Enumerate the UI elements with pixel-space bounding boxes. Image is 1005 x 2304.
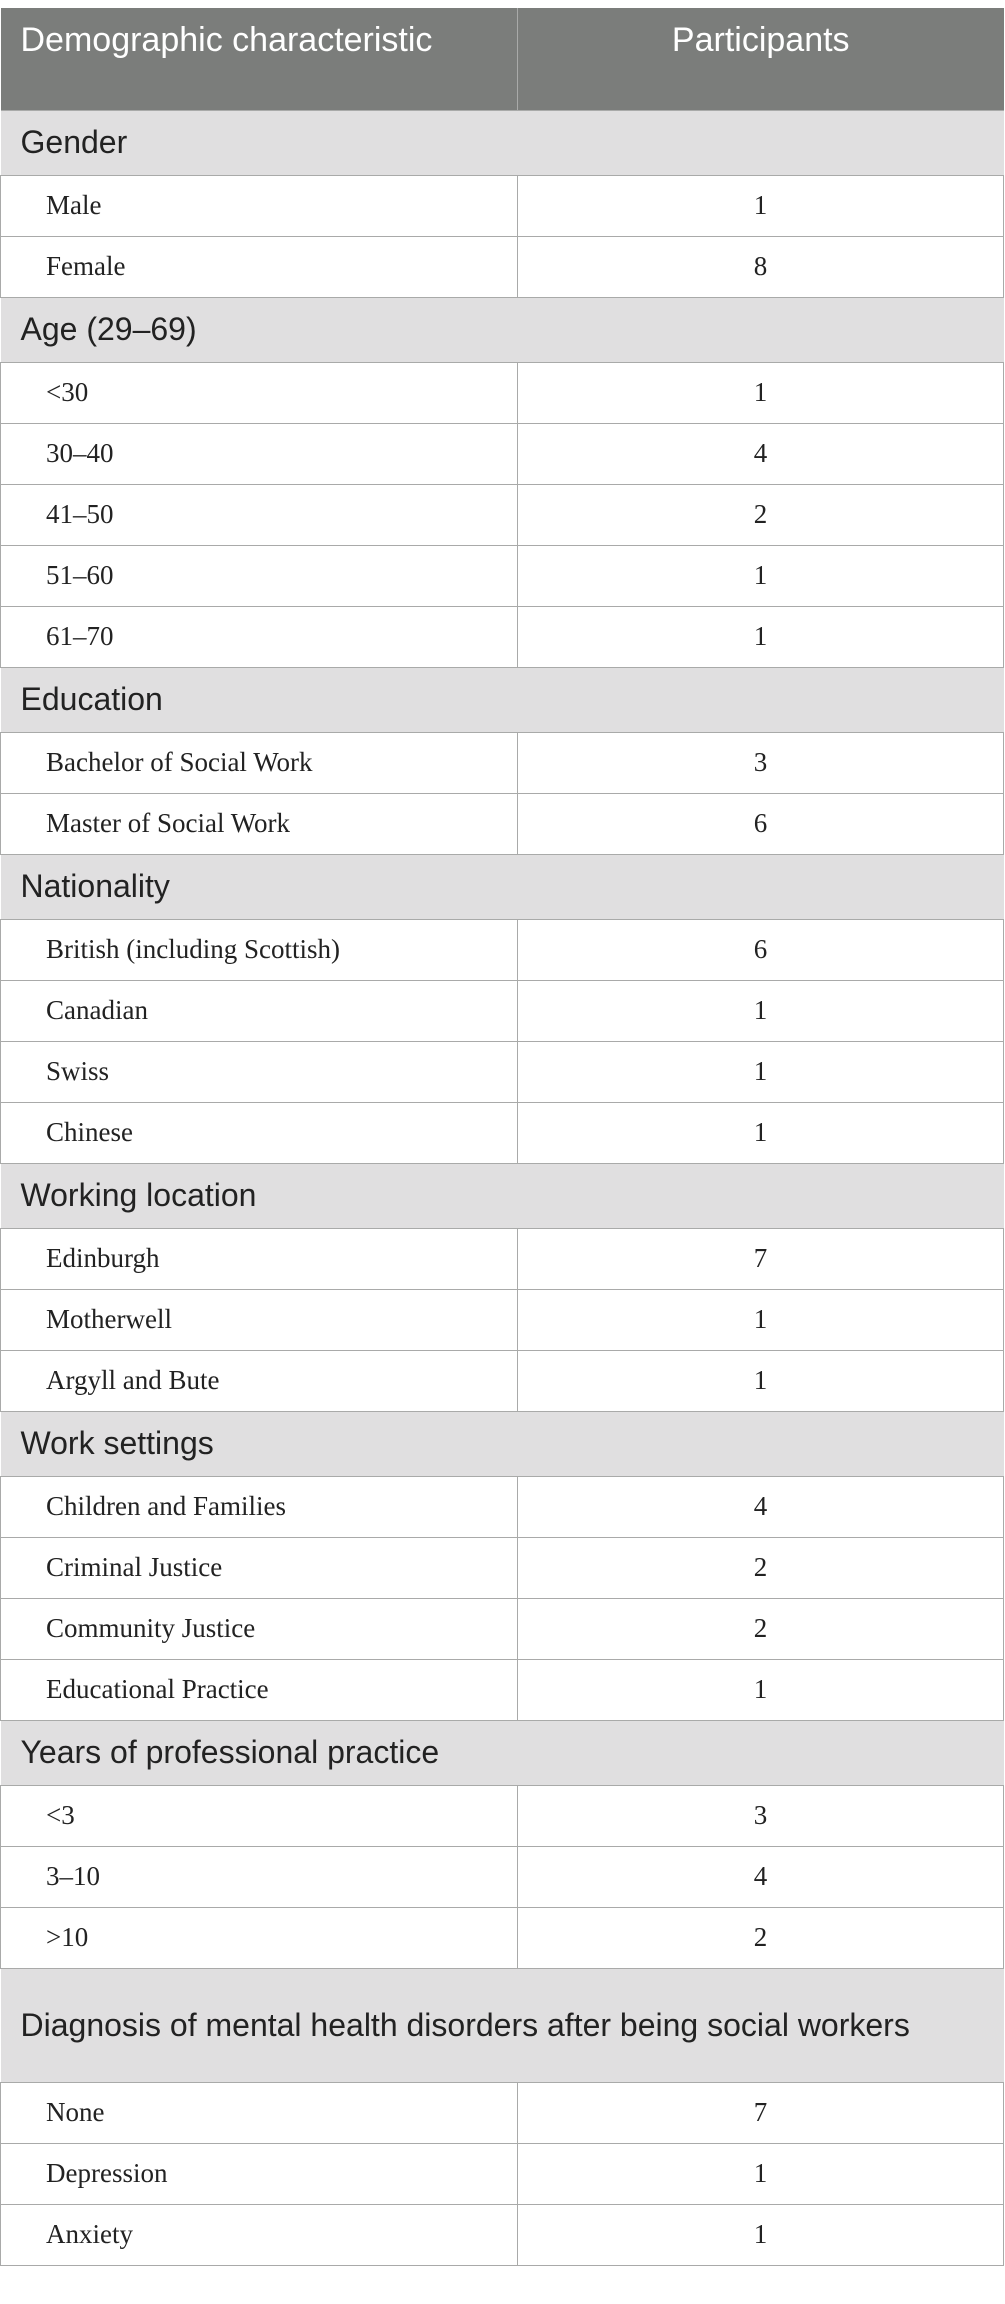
group-row-years-practice: [1, 1720, 1004, 1785]
row-label: 41–50: [1, 484, 518, 545]
table-body: [1, 110, 1004, 2265]
table-row: [1, 919, 1004, 980]
row-value: 1: [518, 606, 1004, 667]
table-row: [1, 2143, 1004, 2204]
row-value: 1: [518, 2143, 1004, 2204]
row-label: 51–60: [1, 545, 518, 606]
header-row: [1, 8, 1004, 110]
row-value: 1: [518, 1102, 1004, 1163]
table-row: [1, 484, 1004, 545]
row-value: 3: [518, 1785, 1004, 1846]
table-row: [1, 2204, 1004, 2265]
table-row: [1, 1476, 1004, 1537]
table-row: [1, 980, 1004, 1041]
group-title: Working location: [1, 1163, 1004, 1228]
table-row: [1, 1350, 1004, 1411]
row-value: 4: [518, 1846, 1004, 1907]
group-row-nationality: [1, 854, 1004, 919]
table-row: [1, 793, 1004, 854]
row-value: 1: [518, 175, 1004, 236]
demographics-table: [0, 8, 1004, 2266]
row-value: 2: [518, 484, 1004, 545]
row-value: 7: [518, 2082, 1004, 2143]
row-value: 8: [518, 236, 1004, 297]
group-row-age: [1, 297, 1004, 362]
row-value: 3: [518, 732, 1004, 793]
group-title: Diagnosis of mental health disorders after being social workers: [1, 1968, 1004, 2082]
group-title: Work settings: [1, 1411, 1004, 1476]
row-value: 2: [518, 1598, 1004, 1659]
table-row: [1, 1598, 1004, 1659]
table-row: [1, 1289, 1004, 1350]
row-label: 3–10: [1, 1846, 518, 1907]
row-label: Chinese: [1, 1102, 518, 1163]
row-label: Master of Social Work: [1, 793, 518, 854]
row-value: 6: [518, 919, 1004, 980]
table-row: [1, 1907, 1004, 1968]
table-row: [1, 1041, 1004, 1102]
row-label: Educational Practice: [1, 1659, 518, 1720]
row-label: Swiss: [1, 1041, 518, 1102]
row-value: 1: [518, 1659, 1004, 1720]
row-label: Children and Families: [1, 1476, 518, 1537]
row-value: 1: [518, 545, 1004, 606]
row-value: 4: [518, 1476, 1004, 1537]
row-value: 2: [518, 1907, 1004, 1968]
header-participants: Participants: [518, 8, 1004, 110]
table-row: [1, 606, 1004, 667]
row-label: Depression: [1, 2143, 518, 2204]
row-label: British (including Scottish): [1, 919, 518, 980]
table-row: [1, 1537, 1004, 1598]
row-label: Canadian: [1, 980, 518, 1041]
header-characteristic: Demographic characteristic: [1, 8, 518, 110]
row-label: Female: [1, 236, 518, 297]
table-row: [1, 1102, 1004, 1163]
group-title: Years of professional practice: [1, 1720, 1004, 1785]
table-row: [1, 236, 1004, 297]
row-label: Argyll and Bute: [1, 1350, 518, 1411]
group-row-work-settings: [1, 1411, 1004, 1476]
row-label: <30: [1, 362, 518, 423]
row-value: 1: [518, 1350, 1004, 1411]
group-title: Nationality: [1, 854, 1004, 919]
group-row-education: [1, 667, 1004, 732]
row-label: Edinburgh: [1, 1228, 518, 1289]
row-value: 4: [518, 423, 1004, 484]
row-value: 1: [518, 362, 1004, 423]
row-label: 61–70: [1, 606, 518, 667]
row-label: None: [1, 2082, 518, 2143]
row-label: Criminal Justice: [1, 1537, 518, 1598]
row-value: 6: [518, 793, 1004, 854]
table-row: [1, 732, 1004, 793]
table-row: [1, 362, 1004, 423]
group-row-gender: [1, 110, 1004, 175]
row-value: 1: [518, 1041, 1004, 1102]
row-value: 2: [518, 1537, 1004, 1598]
row-label: >10: [1, 1907, 518, 1968]
row-label: <3: [1, 1785, 518, 1846]
table-row: [1, 2082, 1004, 2143]
table-row: [1, 1785, 1004, 1846]
table-row: [1, 423, 1004, 484]
row-label: Community Justice: [1, 1598, 518, 1659]
group-row-working-location: [1, 1163, 1004, 1228]
row-value: 1: [518, 1289, 1004, 1350]
row-label: Male: [1, 175, 518, 236]
table-row: [1, 1228, 1004, 1289]
table-header: [1, 8, 1004, 110]
row-value: 1: [518, 980, 1004, 1041]
group-row-diagnosis: [1, 1968, 1004, 2082]
table-row: [1, 1846, 1004, 1907]
row-value: 1: [518, 2204, 1004, 2265]
table-row: [1, 1659, 1004, 1720]
group-title: Education: [1, 667, 1004, 732]
row-label: 30–40: [1, 423, 518, 484]
group-title: Gender: [1, 110, 1004, 175]
row-label: Anxiety: [1, 2204, 518, 2265]
row-label: Bachelor of Social Work: [1, 732, 518, 793]
table-row: [1, 175, 1004, 236]
group-title: Age (29–69): [1, 297, 1004, 362]
table-row: [1, 545, 1004, 606]
row-value: 7: [518, 1228, 1004, 1289]
row-label: Motherwell: [1, 1289, 518, 1350]
